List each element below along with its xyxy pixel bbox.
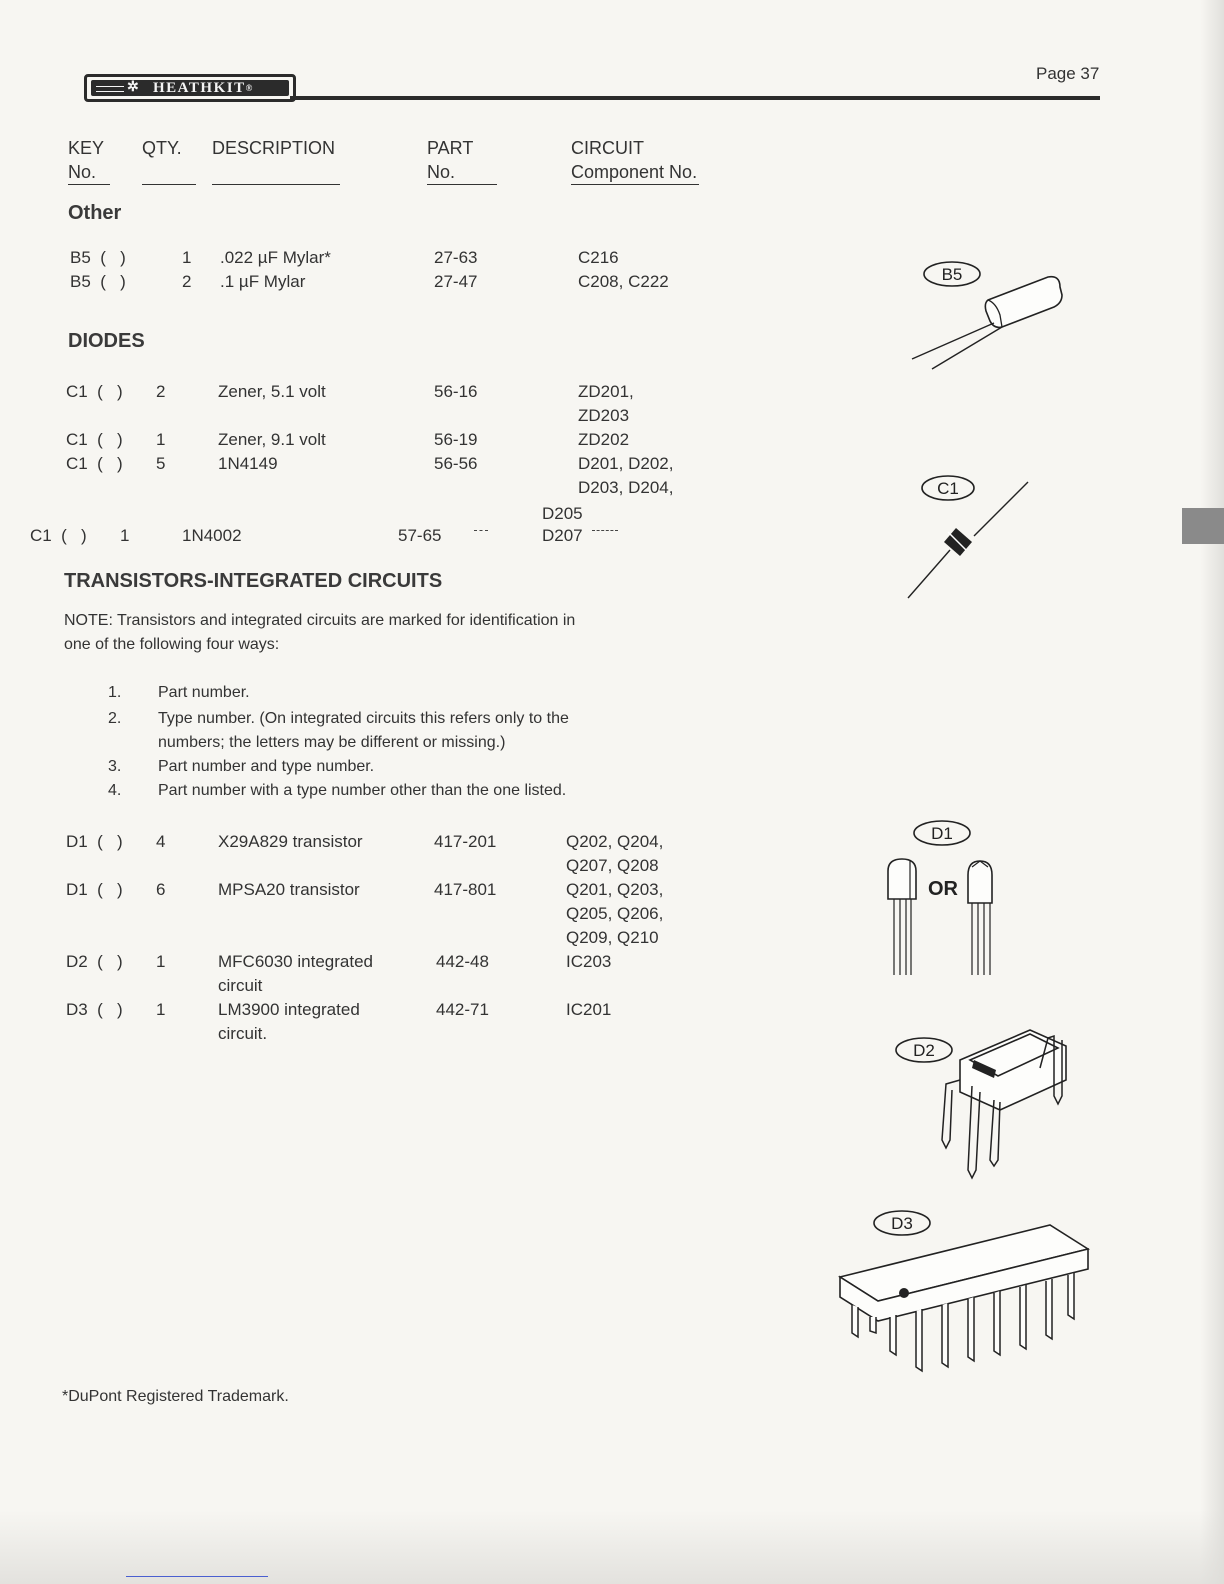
row-part: 57-65 [398,526,442,545]
row-part: 56-16 [434,382,478,401]
row-key: D1 ( ) [66,880,123,899]
row-circuit: Q201, Q203, [566,880,664,899]
table-row [66,382,716,430]
table-row [66,1000,716,1048]
ic-d2-pin [942,1080,960,1148]
row-qty: 1 [120,526,130,545]
capacitor-body [985,277,1062,328]
col-part-label: PART [427,138,474,158]
bleed-through-text [760,140,764,155]
figure-c1-diode [900,470,1060,610]
table-row [70,248,710,272]
pin1-dot-icon [899,1288,909,1298]
list-number: 1. [108,684,122,701]
figure-d1-transistors [880,815,1040,985]
row-part: 417-201 [434,832,497,851]
row-dash [592,530,618,533]
list-text: Part number. [158,684,250,701]
row-part: 442-48 [436,952,489,971]
row-qty: 1 [182,248,192,267]
row-circuit: ZD201, [578,382,634,401]
note-line-1: NOTE: Transistors and integrated circuits are marked for identification in [64,612,576,629]
row-desc: 1N4002 [182,526,242,545]
col-circuit-header [571,136,699,185]
row-circuit: D207 [542,526,583,545]
transistor-to92-alt [968,861,992,975]
row-circuit: D201, D202, [578,454,674,473]
row-part: 56-19 [434,430,478,449]
row-key: C1 ( ) [66,454,123,473]
list-item [108,782,668,804]
col-key-header [68,136,110,185]
list-item [108,710,668,756]
row-part: 56-56 [434,454,478,473]
scan-margin-mark [1182,508,1224,544]
bottom-shadow [0,1510,1224,1584]
footnote: *DuPont Registered Trademark. [62,1388,289,1405]
c1-label-oval [922,476,974,500]
list-item [108,684,668,706]
row-qty: 1 [156,1000,166,1019]
row-desc: .1 µF Mylar [220,272,306,291]
row-desc: Zener, 5.1 volt [218,382,326,401]
row-circuit: IC203 [566,952,612,971]
row-part: 27-47 [434,272,478,291]
table-row [66,832,716,880]
capacitor-lead [932,327,1002,369]
diode-lead-lower [908,550,950,598]
col-qty-header [142,136,196,185]
row-desc: MFC6030 integrated [218,952,373,971]
col-part-no-label: No. [427,160,497,185]
row-circuit-cont: ZD203 [578,406,630,425]
table-row [30,526,650,548]
page-edge-shadow [1200,0,1224,1584]
header-rule [290,96,1100,100]
d2-label: D2 [913,1041,935,1060]
table-row [66,880,716,952]
d1-label-oval [914,821,970,845]
figure-d3-dip-ic [830,1205,1100,1390]
d1-label: D1 [931,824,953,843]
list-text: Type number. (On integrated circuits this refers only to the [158,710,569,727]
row-qty: 1 [156,430,166,449]
row-desc: MPSA20 transistor [218,880,360,899]
scan-mark-line [126,1576,268,1577]
col-desc-underline [212,160,340,185]
section-other-heading: Other [68,202,122,224]
figure-b5-capacitor [890,255,1090,385]
col-part-header [427,136,497,185]
row-part: 442-71 [436,1000,489,1019]
d3-label: D3 [891,1214,913,1233]
section-diodes-heading: DIODES [68,330,145,352]
row-key: B5 ( ) [70,248,126,267]
brand-name: HEATHKIT [153,80,246,96]
page-number: Page 37 [1036,64,1100,83]
capacitor-lead [912,323,994,359]
row-circuit-cont: Q207, Q208 [566,856,659,875]
b5-label-oval [924,262,980,286]
row-qty: 6 [156,880,166,899]
row-desc: LM3900 integrated [218,1000,360,1019]
col-component-label: Component No. [571,160,699,185]
row-dash [474,530,488,533]
row-key: D3 ( ) [66,1000,123,1019]
col-key-no-label: No. [68,160,110,185]
row-qty: 2 [182,272,192,291]
row-desc: X29A829 transistor [218,832,363,851]
figure-d2-ic [890,1020,1090,1190]
row-key: C1 ( ) [30,526,87,545]
list-item [108,758,668,780]
row-qty: 2 [156,382,166,401]
row-part: 417-801 [434,880,497,899]
list-text-cont: numbers; the letters may be different or missing.) [158,734,506,751]
row-key: D2 ( ) [66,952,123,971]
logo-badge [91,80,289,96]
row-circuit: ZD202 [578,430,630,449]
row-circuit-cont: Q205, Q206, [566,904,664,923]
table-row [66,952,716,1000]
row-key: C1 ( ) [66,382,123,401]
diode-lead-upper [974,482,1028,536]
row-desc: .022 µF Mylar* [220,248,331,267]
table-row [66,454,716,526]
trademark-symbol: ® [245,83,254,93]
logo-arrow-icon [96,86,124,92]
row-part: 27-63 [434,248,478,267]
table-row [70,272,710,296]
note-line-2: one of the following four ways: [64,636,280,653]
row-desc: Zener, 9.1 volt [218,430,326,449]
row-desc-cont: circuit. [218,1024,268,1043]
or-text: OR [928,878,958,900]
b5-label: B5 [941,265,963,284]
row-circuit: IC201 [566,1000,612,1019]
list-number: 2. [108,710,122,727]
row-qty: 1 [156,952,166,971]
col-desc-label: DESCRIPTION [212,138,336,158]
section-transistors-heading: TRANSISTORS-INTEGRATED CIRCUITS [64,570,443,592]
list-number: 4. [108,782,122,799]
atom-icon: ✲ [127,80,141,95]
d2-label-oval [896,1038,952,1062]
col-desc-header [212,136,340,185]
col-qty-label: QTY. [142,138,182,158]
row-key: C1 ( ) [66,430,123,449]
col-qty-underline [142,160,196,185]
col-circuit-label: CIRCUIT [571,138,644,158]
row-qty: 4 [156,832,166,851]
row-circuit: Q202, Q204, [566,832,664,851]
row-circuit-cont: Q209, Q210 [566,928,659,947]
row-key: B5 ( ) [70,272,126,291]
col-key-label: KEY [68,138,105,158]
row-desc: 1N4149 [218,454,278,473]
row-qty: 5 [156,454,166,473]
row-circuit: C208, C222 [578,272,669,291]
list-number: 3. [108,758,122,775]
list-text: Part number with a type number other than the one listed. [158,782,567,799]
row-circuit-cont: D205 [542,504,583,523]
transistor-to92 [888,859,916,975]
row-circuit-cont: D203, D204, [578,478,674,497]
table-row [66,430,716,454]
row-circuit: C216 [578,248,619,267]
row-key: D1 ( ) [66,832,123,851]
row-desc-cont: circuit [218,976,263,995]
heathkit-logo [84,74,296,102]
list-text: Part number and type number. [158,758,375,775]
c1-label: C1 [937,479,959,498]
d3-label-oval [874,1211,930,1235]
